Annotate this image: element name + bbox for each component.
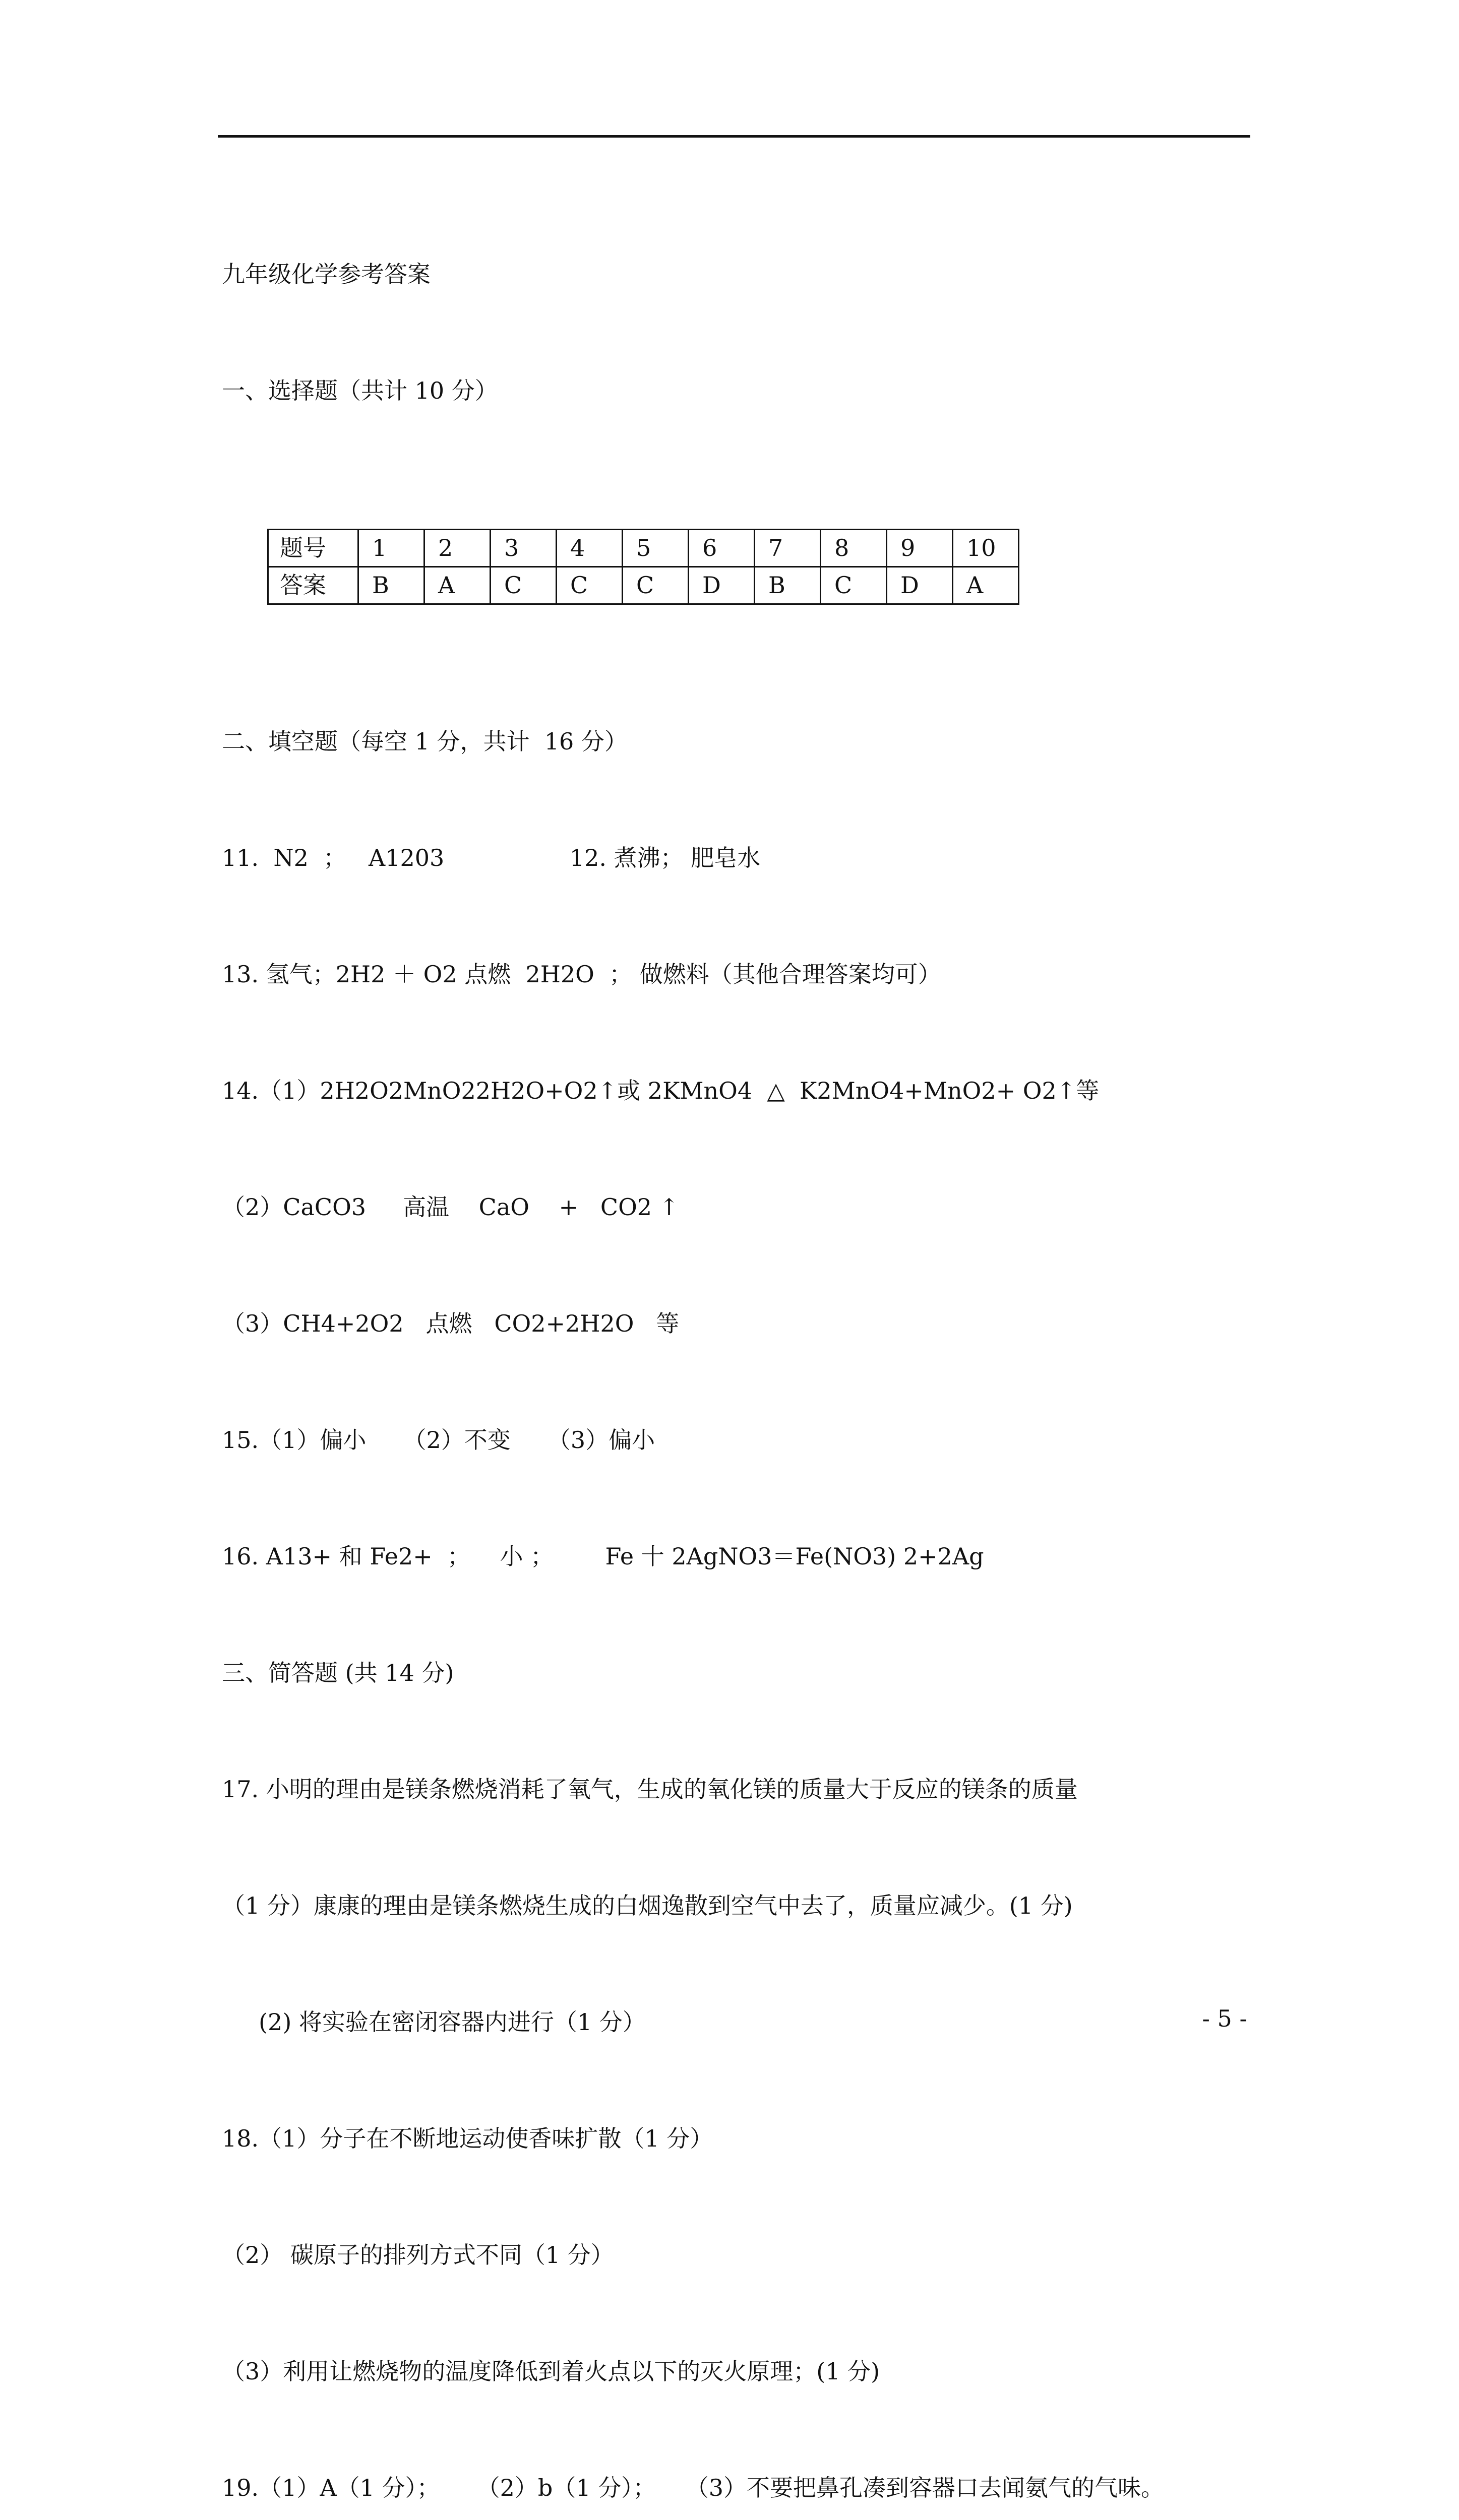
table-row-answers (268, 567, 1019, 604)
answer-cell: D (887, 567, 953, 604)
answer-cell: C (623, 567, 689, 604)
answer-cell: A (424, 567, 491, 604)
question-number-cell: 7 (755, 530, 821, 567)
answer-line: 15.（1）偏小 （2）不变 （3）偏小 (222, 1426, 655, 1454)
question-number-cell: 9 (887, 530, 953, 567)
section-3-heading: 三、简答题 (共 14 分) (222, 1659, 454, 1686)
page-number: - 5 - (1202, 2005, 1247, 2032)
answer-line: （2） 碳原子的排列方式不同（1 分） (222, 2241, 614, 2269)
answer-line: 19.（1）A（1 分）； （2）b（1 分）； （3）不要把鼻孔凑到容器口去闻氨气的气味。 (222, 2474, 1164, 2501)
answer-line: 11. N2 ； A1203 12. 煮沸； 肥皂水 (222, 844, 761, 871)
question-number-cell: 4 (557, 530, 623, 567)
answer-line: （1 分）康康的理由是镁条燃烧生成的白烟逸散到空气中去了，质量应减少。(1 分) (222, 1892, 1073, 1919)
answer-key-document (222, 177, 1260, 2520)
question-number-cell: 1 (358, 530, 424, 567)
header-rule (218, 135, 1250, 138)
question-number-cell: 8 (821, 530, 887, 567)
answer-cell: C (557, 567, 623, 604)
question-number-cell: 2 (424, 530, 491, 567)
question-number-cell: 5 (623, 530, 689, 567)
answer-line: (2) 将实验在密闭容器内进行（1 分） (222, 2008, 646, 2036)
answer-line: （3）利用让燃烧物的温度降低到着火点以下的灭火原理；(1 分) (222, 2358, 880, 2385)
section-1-heading: 一、选择题（共计 10 分） (222, 377, 498, 404)
answer-line: 18.（1）分子在不断地运动使香味扩散（1 分） (222, 2125, 713, 2152)
answer-line: （3）CH4+2O2 点燃 CO2+2H2O 等 (222, 1310, 680, 1337)
question-number-cell: 6 (689, 530, 755, 567)
answer-cell: A (953, 567, 1019, 604)
row-label-question-number: 题号 (268, 530, 358, 567)
answer-cell: D (689, 567, 755, 604)
answer-line: 16. A13+ 和 Fe2+ ； 小 ； Fe 十 2AgNO3＝Fe(NO3) 2+2Ag (222, 1543, 984, 1570)
answer-line: 14.（1）2H2O2MnO22H2O+O2↑或 2KMnO4 △ K2MnO4+MnO2+ O2↑等 (222, 1077, 1100, 1104)
answer-line: 13. 氢气；2H2 ＋ O2 点燃 2H2O ； 做燃料（其他合理答案均可） (222, 961, 941, 988)
table-row-numbers (268, 530, 1019, 567)
answer-cell: C (821, 567, 887, 604)
section-2-heading: 二、填空题（每空 1 分，共计 16 分） (222, 728, 628, 755)
answer-cell: B (755, 567, 821, 604)
document-title: 九年级化学参考答案 (222, 261, 431, 288)
answer-cell: B (358, 567, 424, 604)
answer-line: 17. 小明的理由是镁条燃烧消耗了氧气，生成的氧化镁的质量大于反应的镁条的质量 (222, 1776, 1078, 1803)
answer-line: （2）CaCO3 高温 CaO + CO2 ↑ (222, 1193, 679, 1221)
answer-cell: C (491, 567, 557, 604)
question-number-cell: 3 (491, 530, 557, 567)
question-number-cell: 10 (953, 530, 1019, 567)
choice-answer-table (267, 529, 1019, 605)
row-label-answer: 答案 (268, 567, 358, 604)
